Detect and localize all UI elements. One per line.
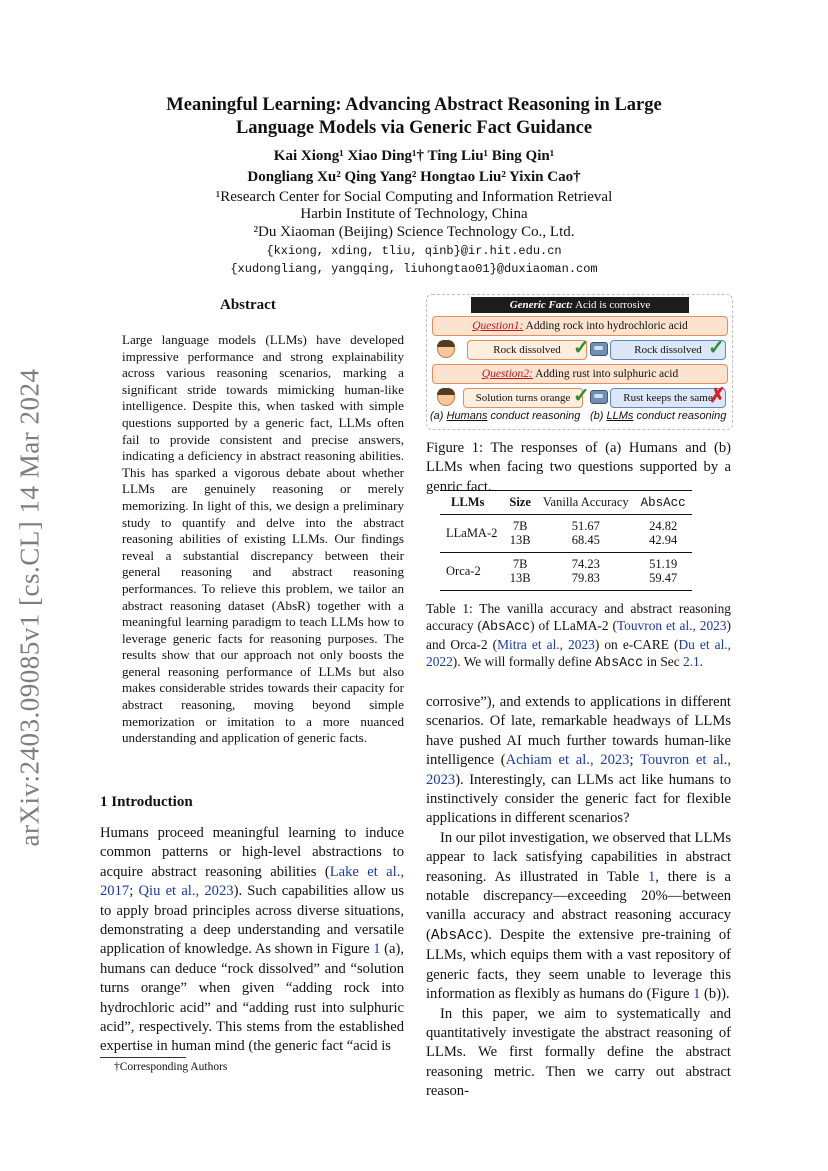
vanilla-value: 51.67 bbox=[571, 519, 600, 533]
text-run: (a), humans can deduce “rock dissolved” and “solution turns orange” when given “adding rock into hydrochloric acid” and “adding rust into sulphuric acid”, respectively. This stems from the established expertise in human mind (the generic fact “acid is bbox=[100, 941, 404, 1055]
citation-link[interactable]: Achiam et al., 2023 bbox=[505, 752, 630, 769]
size-cell bbox=[503, 553, 537, 591]
human-face-icon bbox=[437, 388, 455, 406]
absacc-value: 51.19 bbox=[649, 557, 678, 571]
human-face-icon bbox=[437, 340, 455, 358]
size-value: 13B bbox=[509, 570, 531, 585]
section-ref-link[interactable]: 2.1 bbox=[683, 654, 700, 669]
affiliation-1: ¹Research Center for Social Computing and Information Retrieval bbox=[215, 189, 613, 205]
question-1-text: Adding rock into hydrochloric acid bbox=[523, 320, 688, 332]
vanilla-value: 68.45 bbox=[571, 532, 600, 547]
table-ref-link[interactable]: 1 bbox=[647, 868, 656, 885]
text-run: ). Such capabilities allow us to apply broad principles across diverse situations, demonstrating a deep understanding and versatile application of knowledge. As shown in Figure bbox=[100, 883, 405, 958]
code-span: AbsAcc bbox=[430, 927, 484, 944]
question-2-text: Adding rust into sulphuric acid bbox=[532, 368, 679, 380]
subcaption-a-post: conduct reasoning bbox=[487, 410, 581, 422]
fact-label: Generic Fact: bbox=[509, 299, 573, 311]
email-line-1: {kxiong, xding, tliu, qinb}@ir.hit.edu.cn bbox=[266, 244, 562, 258]
absacc-value: 59.47 bbox=[649, 570, 678, 585]
abstract-paragraph: Large language models (LLMs) have developed impressive performance and strong explainability across various reasoning scenarios, marking a significant stride towards mimicking human-like intelligence. Despite this, when tasked with simple questions supported by a generic fact, LLMs often fail to provide consistent and precise answers, indicating a deficiency in abstract reasoning abilities. This has sparked a vigorous debate about whether LLMs are genuinely reasoning or merely memorizing. In light of this, we design a preliminary study to quantify and delve into the abstract reasoning abilities of existing LLMs. Our findings reveal a substantial discrepancy between their general reasoning and abstract reasoning performances. To relieve this problem, we tailor an abstract reasoning dataset (AbsR) together with a meaningful learning paradigm to teach LLMs how to leverage generic facts for reasoning purposes. The results show that our approach not only boosts the general reasoning performance of LLMs but also makes considerable strides towards their capacity for abstract reasoning, moving beyond simple memorization or imitation to a more nuanced understanding and application of generic facts. bbox=[122, 332, 404, 746]
right-paragraph-3: In this paper, we aim to systematically and quantitatively investigate the abstract reasoning of LLMs. We first formally define the abstract reasoning metric. Then we carry out abstract reason- bbox=[426, 1005, 731, 1100]
subcaption-a-pre: (a) bbox=[430, 410, 447, 422]
model-cell: Orca-2 bbox=[446, 563, 481, 578]
subcaption-b-subject: LLMs bbox=[606, 410, 634, 422]
text-run: Humans proceed meaningful learning to induce common patterns or high-level abstractions to acquire abstract reasoning abilities ( bbox=[100, 825, 404, 880]
absacc-value: 24.82 bbox=[649, 519, 678, 533]
right-column-text bbox=[426, 693, 731, 1102]
model-cell: LLaMA-2 bbox=[446, 525, 498, 540]
human-answer-2: Solution turns orange bbox=[463, 388, 583, 408]
abstract-text bbox=[122, 332, 404, 747]
code-span: AbsAcc bbox=[481, 620, 531, 635]
text-run: ) and Orca-2 ( bbox=[426, 618, 732, 652]
code-span: AbsAcc bbox=[595, 656, 644, 671]
question-1-box bbox=[432, 316, 728, 336]
robot-icon bbox=[590, 390, 608, 404]
vanilla-cell bbox=[537, 515, 635, 553]
absacc-cell bbox=[635, 553, 692, 591]
text-run: corrosive”), and extends to applications in different scenarios. Of late, remarkable headways of LLMs have pushed AI much further towards human-like intelligence ( bbox=[426, 694, 731, 769]
size-value: 7B bbox=[512, 519, 528, 533]
abstract-heading: Abstract bbox=[220, 297, 276, 313]
right-paragraph-1 bbox=[426, 693, 731, 829]
subcaption-a bbox=[430, 410, 580, 422]
text-run: In our pilot investigation, we observed that LLMs appear to lack satisfying capabilities in abstract reasoning. As illustrated in Table bbox=[426, 829, 732, 885]
citation-link[interactable]: Touvron et al., 2023 bbox=[426, 752, 731, 788]
question-1-label: Question1: bbox=[472, 320, 524, 332]
email-line-2: {xudongliang, yangqing, liuhongtao01}@duxiaoman.com bbox=[230, 262, 598, 276]
check-icon: ✓ bbox=[573, 385, 590, 407]
table-1 bbox=[440, 490, 692, 591]
vanilla-value: 74.23 bbox=[571, 557, 600, 571]
absacc-value: 42.94 bbox=[649, 532, 678, 547]
vanilla-cell bbox=[537, 553, 635, 591]
table-row bbox=[440, 515, 692, 553]
absacc-cell bbox=[635, 515, 692, 553]
check-icon: ✓ bbox=[708, 337, 725, 359]
text-run: ). Despite the extensive pre-training of LLMs, which equips them with a vast repository of generic facts, they seem unable to leverage this information as flexibly as humans do (Figure bbox=[426, 926, 731, 1003]
question-2-box bbox=[432, 364, 728, 384]
table-header: LLMs bbox=[451, 495, 485, 509]
subcaption-b bbox=[590, 410, 726, 422]
check-icon: ✓ bbox=[573, 337, 590, 359]
footnote: †Corresponding Authors bbox=[114, 1061, 228, 1073]
text-run: in Sec bbox=[643, 654, 684, 669]
size-cell bbox=[503, 515, 537, 553]
table-1-caption bbox=[426, 600, 731, 672]
text-run: ) on e-CARE ( bbox=[594, 637, 679, 652]
arxiv-stamp: arXiv:2403.09085v1 [cs.CL] 14 Mar 2024 bbox=[14, 368, 45, 847]
table-header: AbsAcc bbox=[640, 495, 686, 510]
text-run: ). Interestingly, can LLMs act like humans to instinctively consider the generic fact for flexible applications in different scenarios? bbox=[426, 771, 731, 827]
subcaption-b-post: conduct reasoning bbox=[633, 410, 727, 422]
citation-link[interactable]: Qiu et al., 2023 bbox=[138, 883, 234, 900]
text-run: . bbox=[699, 654, 704, 669]
robot-icon bbox=[590, 342, 608, 356]
text-run: ) of LLaMA-2 ( bbox=[530, 618, 617, 633]
text-run: , there is a notable discrepancy—exceeding 20%—between vanilla accuracy and abstract reasoning accuracy ( bbox=[426, 868, 731, 943]
table-header: Vanilla Accuracy bbox=[542, 495, 629, 509]
paper-title: Meaningful Learning: Advancing Abstract Reasoning in Large Language Models via Generic Fact Guidance bbox=[166, 95, 662, 138]
table-row bbox=[440, 553, 692, 591]
text-run: ; bbox=[129, 883, 139, 900]
authors-line-2: Dongliang Xu² Qing Yang² Hongtao Liu² Yixin Cao† bbox=[247, 169, 581, 185]
generic-fact-banner bbox=[471, 297, 689, 313]
citation-link[interactable]: Lake et al., 2017 bbox=[100, 863, 404, 900]
citation-link[interactable]: Mitra et al., 2023 bbox=[497, 637, 595, 652]
footnote-rule bbox=[100, 1057, 186, 1058]
human-answer-1: Rock dissolved bbox=[467, 340, 587, 360]
table-header: Size bbox=[509, 495, 531, 509]
authors-line-1: Kai Xiong¹ Xiao Ding¹† Ting Liu¹ Bing Qin¹ bbox=[273, 148, 555, 164]
text-run: ; bbox=[629, 752, 640, 769]
llm-answer-2: Rust keeps the same bbox=[610, 388, 726, 408]
text-run: ). We will formally define bbox=[452, 654, 595, 669]
vanilla-value: 79.83 bbox=[571, 570, 600, 585]
text-run: Table 1: The vanilla accuracy and abstract reasoning accuracy ( bbox=[426, 601, 731, 633]
affiliation-1b: Harbin Institute of Technology, China bbox=[300, 206, 528, 222]
figure-1 bbox=[426, 294, 733, 430]
intro-text bbox=[100, 824, 404, 1057]
citation-link[interactable]: Du et al., 2022 bbox=[426, 637, 731, 669]
llm-answer-1: Rock dissolved bbox=[610, 340, 726, 360]
subcaption-a-subject: Humans bbox=[446, 410, 488, 422]
citation-link[interactable]: Touvron et al., 2023 bbox=[616, 618, 727, 633]
size-value: 7B bbox=[512, 557, 528, 571]
figure-ref-link[interactable]: 1 bbox=[373, 941, 381, 958]
figure-ref-link[interactable]: 1 bbox=[693, 986, 701, 1003]
figure-1-caption: Figure 1: The responses of (a) Humans and (b) LLMs when facing two questions supported by a genric fact. bbox=[426, 440, 731, 495]
intro-paragraph bbox=[100, 824, 404, 1057]
right-paragraph-2 bbox=[426, 829, 731, 1005]
fact-text: Acid is corrosive bbox=[572, 299, 651, 311]
intro-heading: 1 Introduction bbox=[100, 794, 193, 810]
text-run: (b)). bbox=[700, 986, 730, 1003]
cross-icon: ✗ bbox=[709, 385, 726, 407]
affiliation-2: ²Du Xiaoman (Beijing) Science Technology Co., Ltd. bbox=[253, 224, 575, 240]
subcaption-b-pre: (b) bbox=[590, 410, 607, 422]
question-2-label: Question2: bbox=[481, 368, 533, 380]
size-value: 13B bbox=[509, 532, 531, 547]
